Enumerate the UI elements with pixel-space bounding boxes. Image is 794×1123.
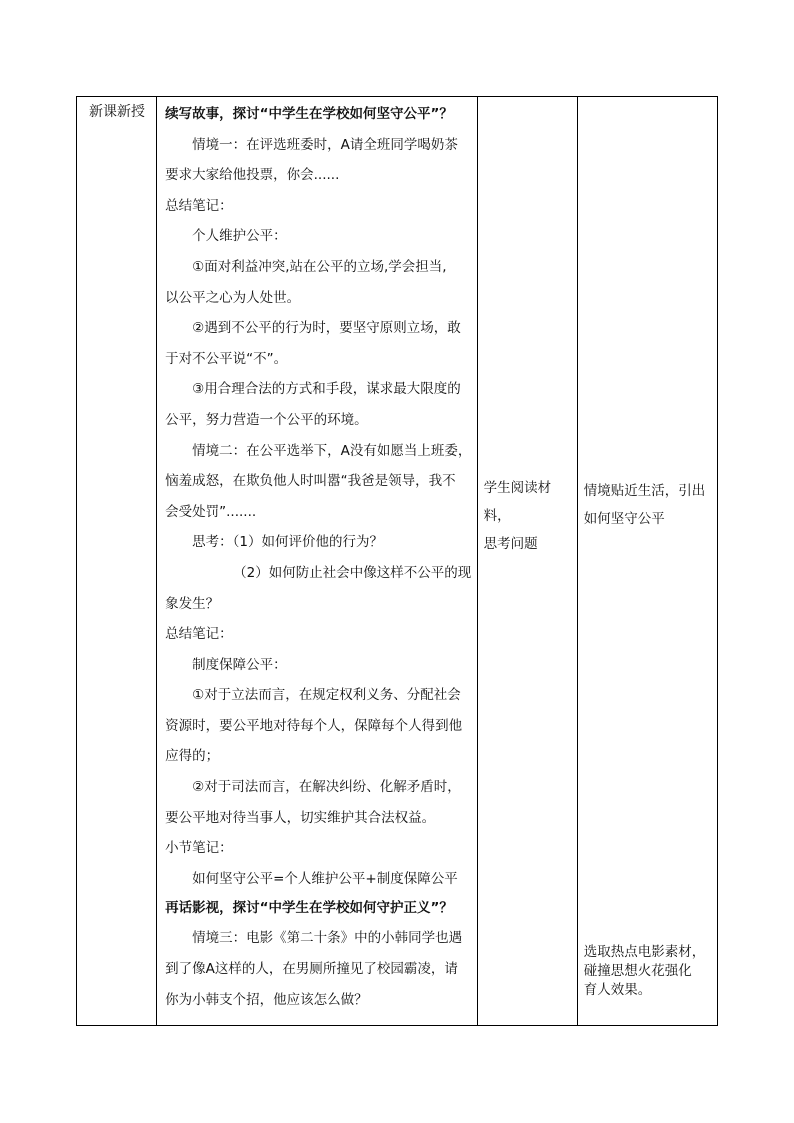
content-line: 应得的； [165, 748, 220, 765]
content-line: ①对于立法而言，在规定权利义务、分配社会 [192, 687, 461, 704]
design-intent-2 [584, 943, 713, 1000]
content-line: 情境一：在评选班委时，A请全班同学喝奶茶 [192, 136, 458, 153]
student-activity-cell [477, 97, 577, 1026]
content-line: ①面对利益冲突,站在公平的立场,学会担当, [192, 258, 447, 275]
section-heading: 续写故事，探讨“中学生在学校如何坚守公平”？ [165, 106, 453, 122]
content-line: 个人维护公平： [192, 228, 287, 245]
design-intent-1 [584, 477, 713, 533]
content-line: 公平，努力营造一个公平的环境。 [165, 411, 368, 428]
content-line: 思考：（1）如何评价他的行为？ [192, 534, 383, 551]
content-line: 总结笔记： [165, 197, 233, 214]
design-intent-line: 如何坚守公平 [583, 511, 665, 527]
content-line: 恼羞成怒，在欺负他人时叫嚣“我爸是领导，我不 [165, 473, 456, 490]
content-line: 于对不公平说“不”。 [165, 350, 288, 367]
content-line: 要求大家给他投票，你会...... [165, 167, 340, 184]
table-row [77, 97, 718, 1026]
content-line: 情境三：电影《第二十条》中的小韩同学也遇 [192, 930, 463, 947]
lesson-plan-table [76, 96, 718, 1026]
design-intent-line: 育人效果。 [583, 982, 652, 998]
content-line: 会受处罚”....... [165, 503, 257, 520]
content-line: ③用合理合法的方式和手段，谋求最大限度的 [192, 381, 461, 398]
content-line: 如何坚守公平=个人维护公平+制度保障公平 [192, 870, 458, 887]
content-line: 以公平之心为人处世。 [165, 289, 301, 306]
student-activity-line: 思考问题 [483, 536, 538, 552]
content-line: 象发生？ [165, 595, 220, 612]
teaching-content-cell [157, 97, 478, 1026]
content-line: 到了像A这样的人，在男厕所撞见了校园霸凌，请 [165, 961, 458, 978]
content-line: 你为小韩支个招，他应该怎么做？ [165, 991, 368, 1008]
content-line: 资源时，要公平地对待每个人，保障每个人得到他 [165, 717, 463, 734]
content-line: 小节笔记： [165, 840, 233, 857]
design-intent-line: 碰撞思想火花强化 [583, 963, 692, 979]
design-intent-line: 情境贴近生活，引出 [583, 483, 706, 499]
student-activity [484, 474, 573, 558]
content-line: ②遇到不公平的行为时，要坚守原则立场，敢 [192, 320, 461, 337]
design-intent-line: 选取热点电影素材， [583, 944, 706, 960]
teaching-content [165, 99, 471, 1015]
section-heading: 再话影视，探讨“中学生在学校如何守护正义”？ [165, 900, 453, 917]
content-line: ②对于司法而言，在解决纠纷、化解矛盾时， [192, 779, 461, 796]
content-line: 情境二：在公平选举下，A没有如愿当上班委， [192, 442, 472, 459]
content-line: 要公平地对待当事人，切实维护其合法权益。 [165, 809, 436, 826]
section-label: 新课新授 [89, 104, 145, 120]
content-line: （2）如何防止社会中像这样不公平的现 [233, 564, 472, 581]
section-label-cell [77, 97, 157, 1026]
content-line: 制度保障公平： [192, 656, 287, 673]
student-activity-line: 学生阅读材料， [483, 480, 552, 524]
design-intent-cell [577, 97, 717, 1026]
content-line: 总结笔记： [165, 626, 233, 643]
